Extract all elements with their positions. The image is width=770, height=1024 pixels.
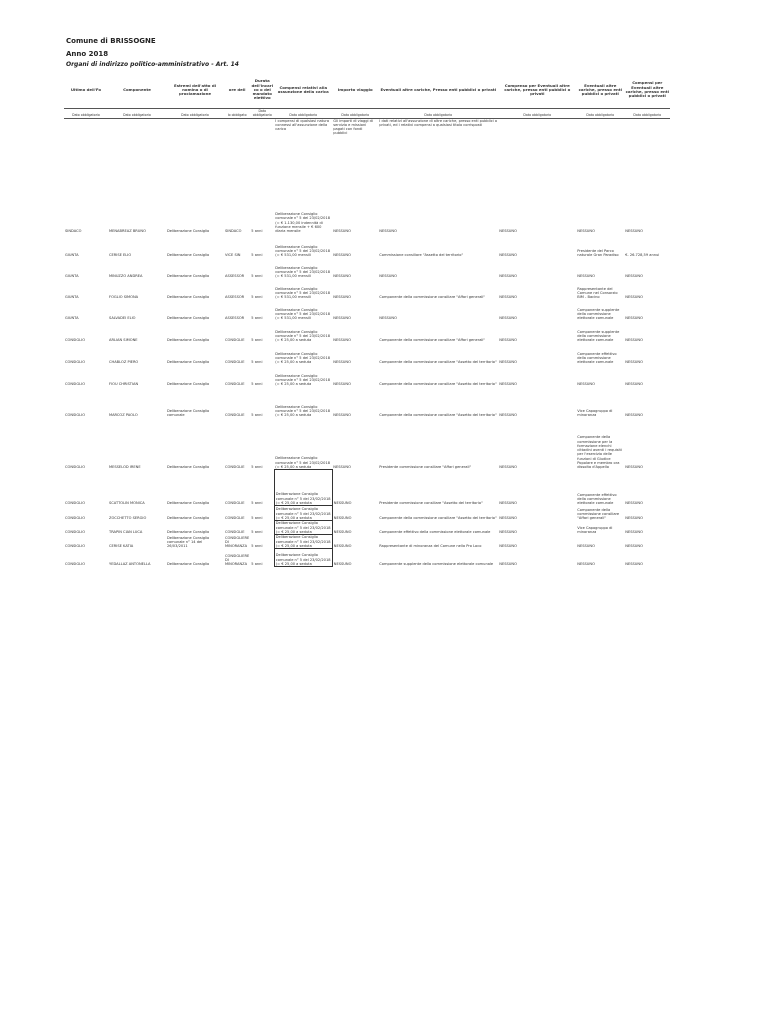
table-cell: Deliberazione Consiglio [167, 316, 210, 321]
table-cell: NESSUNO [499, 253, 517, 258]
table-cell: MARCOZ PAOLO [109, 413, 138, 418]
table-cell: NESSUNO [499, 274, 517, 279]
column-header: Eventuali altre cariche, Presso enti pubblici o privati [380, 86, 497, 92]
table-cell: Deliberazione Consiglio [167, 274, 210, 279]
table-cell: NESSUNO [499, 544, 517, 549]
table-cell: CONSIGLIE [225, 501, 245, 506]
note-cariche: I dati relativi all'assunzione di altre cariche, presso enti pubblici o privati, ed i relativi compensi a qualsiasi titolo corrisposti [379, 118, 498, 127]
table-cell: Deliberazione Consiglio comunale n° 5 del 23/02/2018 (= € 25,00 a seduta [275, 507, 331, 520]
table-cell: CONSIGLIO [65, 338, 86, 343]
table-row [64, 549, 670, 567]
table-cell: NESSUNO [333, 501, 352, 506]
table-cell: Componente supplente della commissione elettorale comunale [577, 307, 620, 321]
table-row [64, 343, 670, 365]
table-cell: Deliberazione Consiglio [167, 253, 210, 258]
table-cell: ASSESSOR [225, 295, 245, 300]
column-header: ore dell [228, 86, 246, 92]
table-cell: ASSESSOR [225, 274, 245, 279]
table-cell: FOGLIO SIMONA [109, 295, 139, 300]
table-cell: NESSUNO [499, 382, 517, 387]
table-cell: 5 anni [251, 360, 263, 365]
table-cell: NESSUNO [577, 229, 595, 234]
table-cell: FIOU CHRISTIAN [109, 382, 139, 387]
table-cell: ASSESSOR [225, 316, 245, 321]
column-subheader: Dato obbligatorio [250, 109, 274, 119]
table-cell: Presidente commissione consiliare "Assetto del territorio" [379, 501, 483, 506]
table-cell: NESSUNO [625, 338, 643, 343]
table-cell: 5 anni [251, 413, 263, 418]
table-cell: CONSIGLIO [65, 382, 86, 387]
table-cell: CONSIGLIO [65, 516, 86, 521]
table-cell: Deliberazione Consiglio comunale [167, 409, 210, 418]
table-cell: Deliberazione Consiglio comunale n° 5 del 23/02/2018 (= € 25,00 a seduta [274, 549, 332, 567]
table-cell: Componente della commissione per la formazione elenchi cittadini aventi i requisiti per l'esercizio delle funzioni di Giudice Popolare e membro ora dissolta d'Appello [577, 435, 622, 470]
table-cell: Deliberazione Consiglio comunale n° 14 del 26/03/2011 [167, 535, 210, 549]
table-row [64, 201, 670, 234]
table-cell: Componente supplente della commissione elettorale comunale [577, 329, 620, 343]
table-cell: NESSUNO [333, 229, 351, 234]
table-cell: Deliberazione Consiglio comunale n° 5 del 23/02/2018 (= € 25,00 a seduta [275, 404, 331, 418]
column-header: Compenso per Eventuali altre cariche, presso enti pubblici o privati [504, 82, 571, 97]
table-cell: CONSIGLIO [65, 544, 86, 549]
table-cell: Deliberazione Consiglio [167, 360, 210, 365]
table-cell: 5 anni [251, 295, 263, 300]
table-cell: CONSIGLIO [65, 501, 86, 506]
notes-row [64, 118, 670, 167]
table-cell: ZOCCHETTO SERGIO [109, 516, 147, 521]
table-cell: NESSUNO [499, 360, 517, 365]
table-cell: NESSUNO [625, 413, 643, 418]
table-cell: 5 anni [251, 338, 263, 343]
table-cell: CONSIGLIO [65, 562, 86, 567]
table-row [64, 321, 670, 343]
table-cell: GIUNTA [65, 316, 79, 321]
table-cell: 5 anni [251, 274, 263, 279]
table-cell: GIUNTA [65, 253, 79, 258]
column-header: Ultimo dell'Fo [70, 86, 102, 92]
table-cell: CONSIGLIO [65, 530, 86, 535]
table-cell: Componente della commissione consiliare "Assetto del territorio" [379, 382, 497, 387]
table-cell: Componente della commissione consiliare "Affari generali" [379, 295, 486, 300]
table-row [64, 258, 670, 279]
table-cell: TRAPIN CIAN LUCA [109, 530, 143, 535]
table-cell: NESSUNO [625, 382, 643, 387]
table-cell: Deliberazione Consiglio comunale n° 5 del 23/02/2018 (= € 531,00 mensili [275, 307, 331, 321]
table-cell: NESSUNO [333, 516, 352, 521]
table-cell: Deliberazione Consiglio comunale n° 5 del 23/02/2018 (= € 25,00 a seduta [275, 329, 331, 343]
table-cell: 5 anni [251, 562, 263, 567]
table-cell: NESSUNO [499, 516, 517, 521]
table-cell: CONSIGLIE [225, 413, 245, 418]
table-cell: NESSUNO [625, 516, 643, 521]
table-cell: Deliberazione Consiglio comunale n° 5 del 23/02/2018 (= € 25,00 a seduta [275, 535, 331, 548]
table-cell: Deliberazione Consiglio comunale n° 5 del 23/02/2018 (= € 25,00 a seduta [274, 470, 332, 506]
table-cell: Vice Capogruppo di minoranza [577, 526, 613, 535]
table-cell: CONSIGLIERE DI MINORANZA [225, 553, 250, 567]
table-cell: Deliberazione Consiglio comunale n° 5 del 23/02/2018 (= € 25,00 a seduta [275, 521, 331, 534]
table-cell: NESSUNO [333, 274, 351, 279]
table-cell: NESSUNO [577, 382, 595, 387]
table-cell: NESSUNO [379, 316, 397, 321]
table-row [64, 506, 670, 521]
column-subheader: Dato obbligatorio [624, 109, 670, 119]
table-row [64, 387, 670, 418]
table-cell: CERISE ELIO [109, 253, 132, 258]
table-cell: NESSUNO [499, 316, 517, 321]
table-cell: Deliberazione Consiglio [167, 382, 210, 387]
table-cell: 5 anni [251, 530, 263, 535]
table-cell: NESSUNO [333, 295, 351, 300]
table-cell: CHABLOZ PIERO [109, 360, 139, 365]
table-cell: YEDALLAZ ANTONELLA [109, 562, 151, 567]
table-cell: Componente effettivo della commissione elettorale comunale [379, 530, 491, 535]
table-row [64, 418, 670, 470]
table-cell: ARLIAN SIMONE [109, 338, 138, 343]
table-cell: MESSELOD IRENE [109, 465, 141, 470]
table-row [64, 234, 670, 258]
table-cell: Componente della commissione consiliare "Assetto del territorio" [379, 516, 497, 521]
table-row [64, 470, 670, 506]
table-cell: MENABREAZ BRUNO [109, 229, 146, 234]
table-cell: Componente della commissione consiliare "Affari generali" [577, 507, 620, 521]
table-cell: NESSUNO [577, 544, 595, 549]
spacer-row [64, 167, 670, 201]
table-cell: Deliberazione Consiglio [167, 562, 210, 567]
table-cell: CONSIGLIERE DI MINORANZA [225, 535, 250, 549]
column-header: Importo viaggio [337, 86, 373, 92]
table-cell: SALVADEI ELIO [109, 316, 136, 321]
table-cell: 5 anni [251, 229, 263, 234]
table-cell: Commissione consiliare "Assetto del territorio" [379, 253, 464, 258]
table-cell: Presidente del Parco naturale Gran Paradiso [577, 249, 619, 258]
table-cell: CONSIGLIE [225, 530, 245, 535]
table-cell: €. 26.728,59 annui [625, 253, 660, 258]
table-cell: Deliberazione Consiglio [167, 516, 210, 521]
table-cell: Componente della commissione consiliare "Affari generali" [379, 338, 486, 343]
table-cell: CONSIGLIO [65, 413, 86, 418]
table-cell: NESSUNO [625, 501, 643, 506]
table-cell: NESSUNO [333, 316, 351, 321]
table-cell: NESSUNO [499, 229, 517, 234]
table-cell: NESSUNO [625, 465, 643, 470]
table-cell: NESSUNO [625, 562, 643, 567]
table-cell: CONSIGLIE [225, 360, 245, 365]
column-header: Componente [123, 86, 151, 92]
table-cell: Deliberazione Consiglio comunale n° 5 del 23/02/2018 (= € 531,00 mensili [275, 286, 331, 300]
column-subheader: Dato obbligatorio [166, 109, 224, 119]
table-cell: NESSUNO [625, 544, 643, 549]
table-cell: Deliberazione Consiglio [167, 229, 210, 234]
table-cell: Presidente commissione consiliare "Affari generali" [379, 465, 472, 470]
table-row [64, 365, 670, 387]
table-cell: NESSUNO [333, 530, 352, 535]
column-header: Estremi dell'atto di nomina o di proclamazione [174, 82, 216, 97]
table-cell: NESSUNO [499, 338, 517, 343]
page-subtitle: Organi di indirizzo politico-amministrativo - Art. 14 [66, 61, 239, 68]
table-cell: CONSIGLIO [65, 465, 86, 470]
table-cell: NESSUNO [333, 360, 351, 365]
table-cell: CONSIGLIE [225, 338, 245, 343]
table-cell: Componente della commissione consiliare "Assetto del territorio" [379, 413, 497, 418]
column-subheader: Dato obbligatorio [332, 109, 378, 119]
table-cell: NESSUNO [333, 338, 351, 343]
table-cell: 5 anni [251, 253, 263, 258]
table-cell: Deliberazione Consiglio comunale n° 5 del 23/02/2018 (= € 25,00 a seduta [275, 373, 331, 387]
table-cell: GIUNTA [65, 274, 79, 279]
table-cell: NESSUNO [379, 274, 397, 279]
table-cell: NESSUNO [333, 413, 351, 418]
column-subheader: Dato obbligatorio [108, 109, 166, 119]
table-cell: Componente supplente della commissione elettorale comunale [379, 562, 494, 567]
table-row [64, 521, 670, 535]
table-cell: NESSUNO [625, 274, 643, 279]
table-cell: NESSUNO [499, 530, 517, 535]
column-subheader: Dato obbligatorio [64, 109, 108, 119]
page-title: Comune di BRISSOGNE [66, 37, 156, 45]
table-cell: NESSUNO [499, 562, 517, 567]
table-cell: Componente effettivo della commissione elettorale comunale [577, 492, 617, 506]
table-cell: NESSUNO [333, 562, 352, 567]
organi-table [64, 72, 670, 567]
table-cell: NESSUNO [625, 530, 643, 535]
table-cell: NESSUNO [625, 316, 643, 321]
column-header: Eventuali altre cariche, presso enti pubblici o privati [578, 82, 622, 97]
table-cell: Deliberazione Consiglio [167, 295, 210, 300]
table-cell: Deliberazione Consiglio [167, 530, 210, 535]
table-cell: CONSIGLIE [225, 382, 245, 387]
table-cell: Vice Capogruppo di minoranza [577, 409, 613, 418]
column-subheader: Dato obbligatorio [274, 109, 332, 119]
table-cell: 5 anni [251, 501, 263, 506]
column-subheader: Io obbligato [224, 109, 250, 119]
table-cell: NESSUNO [333, 544, 352, 549]
column-header: Durata dell'incari co o del mandato elettivo [251, 78, 274, 101]
table-cell: NESSUNO [499, 501, 517, 506]
table-cell: Rappresentante di minoranza del Comune nella Pro Loco [379, 544, 482, 549]
note-compensi: I compensi di qualsiasi natura connessi all'assunzione della carica [275, 118, 330, 132]
table-cell: NESSUNO [577, 562, 595, 567]
column-header: Compensi relativi alla assunzione della carica [277, 84, 329, 94]
year-label: Anno 2018 [66, 50, 109, 58]
table-row [64, 535, 670, 549]
table-cell: CONSIGLIE [225, 516, 245, 521]
column-subheader: Dato obbligatorio [576, 109, 624, 119]
table-cell: 5 anni [251, 544, 263, 549]
table-cell: Rappresentante del Comune nel Consorzio BIM - Bacino [577, 286, 618, 300]
table-cell: SCATTOLIN MONICA [109, 501, 145, 506]
table-cell: Deliberazione Consiglio comunale n° 5 del 23/02/2018 (= € 531,00 mensili [275, 265, 331, 279]
table-cell: SINDACO [65, 229, 82, 234]
column-subheader: Dato obbligatorio [498, 109, 576, 119]
table-cell: NESSUNO [333, 253, 351, 258]
table-cell: GIUNTA [65, 295, 79, 300]
table-cell: NESSUNO [333, 382, 351, 387]
table-cell: NESSUNO [625, 229, 643, 234]
table-cell: CONSIGLIE [225, 465, 245, 470]
table-cell: NESSUNO [333, 465, 351, 470]
table-cell: Componente effettivo della commissione elettorale comunale [577, 351, 617, 365]
table-cell: 5 anni [251, 465, 263, 470]
table-cell: 5 anni [251, 316, 263, 321]
table-cell: MINUZZO ANDREA [109, 274, 143, 279]
table-cell: SINDACO [225, 229, 242, 234]
table-cell: 5 anni [251, 516, 263, 521]
table-cell: NESSUNO [625, 360, 643, 365]
column-header-row [64, 72, 670, 109]
table-cell: Deliberazione Consiglio comunale n° 5 del 23/02/2018 (= € 25,00 a seduta [275, 351, 331, 365]
table-cell: Deliberazione Consiglio [167, 501, 210, 506]
table-cell: 5 anni [251, 382, 263, 387]
table-cell: NESSUNO [625, 295, 643, 300]
subheader-row [64, 109, 670, 119]
table-cell: NESSUNO [499, 295, 517, 300]
table-cell: Deliberazione Consiglio comunale n° 5 del 23/02/2018 (= € 531,00 mensili [275, 244, 331, 258]
table-cell: VICE SIN [225, 253, 241, 258]
table-cell: Deliberazione Consiglio comunale n° 5 del 23/02/2018 (= € 1.130,00 indennità di funzione mensile + € 600 diaria mensile [275, 212, 331, 234]
column-subheader: Dato obbligatorio [378, 109, 498, 119]
table-cell: Deliberazione Consiglio [167, 465, 210, 470]
table-cell: Deliberazione Consiglio comunale n° 5 del 23/02/2018 (= € 25,00 a seduta [275, 456, 331, 469]
table-cell: NESSUNO [499, 413, 517, 418]
table-cell: NESSUNO [577, 274, 595, 279]
note-viaggi: Gli importi di viaggi di servizio e missioni pagati con fondi pubblici [333, 118, 373, 136]
table-row [64, 300, 670, 321]
table-cell: Componente della commissione consiliare "Assetto del territorio" [379, 360, 497, 365]
column-header: Compensi per Eventuali altre cariche, presso enti pubblici o privati [625, 80, 669, 99]
table-cell: Deliberazione Consiglio [167, 338, 210, 343]
table-row [64, 279, 670, 300]
table-cell: NESSUNO [499, 465, 517, 470]
table-cell: NESSUNO [379, 229, 397, 234]
table-cell: CONSIGLIO [65, 360, 86, 365]
table-cell: CERISE KATIA [109, 544, 134, 549]
